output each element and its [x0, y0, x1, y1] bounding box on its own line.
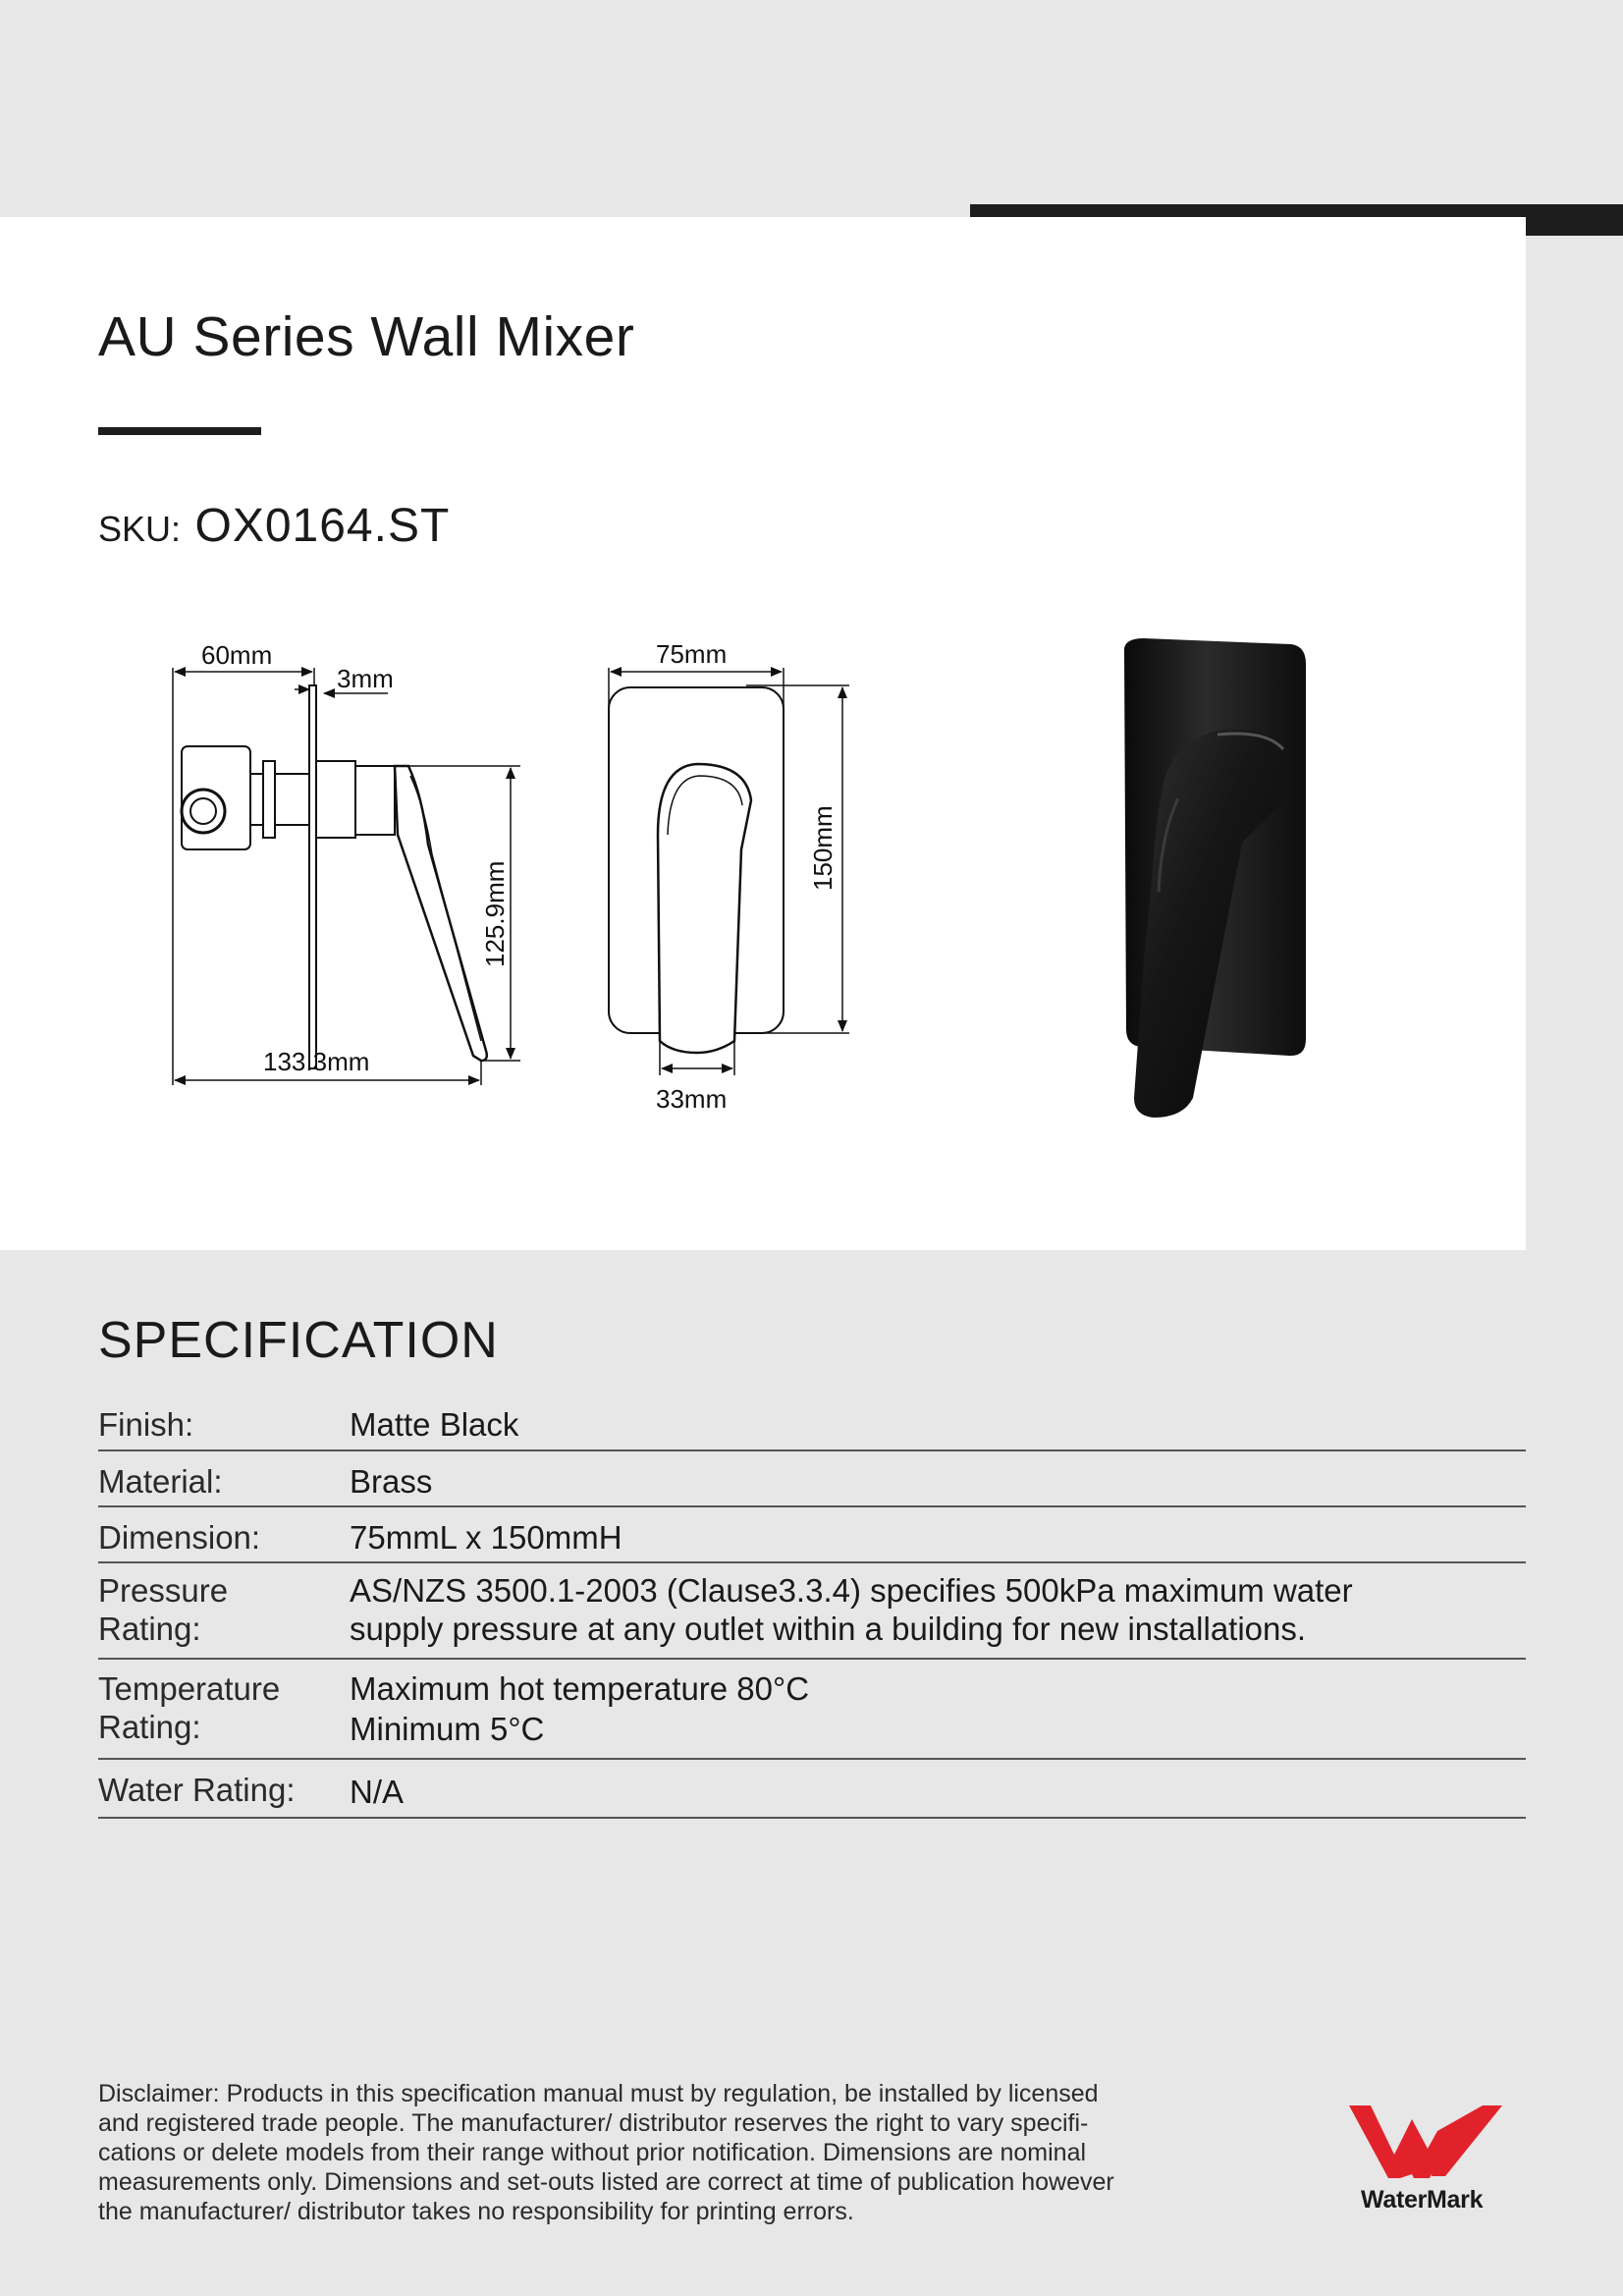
dim-125-9mm: 125.9mm: [480, 860, 510, 967]
spec-value-line2: Minimum 5°C: [350, 1711, 545, 1747]
spec-row-finish: [98, 1396, 1526, 1451]
spec-label-line2: Rating:: [98, 1611, 201, 1647]
dim-60mm: 60mm: [201, 640, 273, 670]
dim-75mm: 75mm: [656, 639, 728, 669]
spec-label: Finish:: [98, 1406, 194, 1443]
spec-row-dimension: [98, 1507, 1526, 1563]
spec-row-pressure-rating: [98, 1563, 1526, 1660]
spec-label-line2: Rating:: [98, 1709, 201, 1745]
spec-value-line1: AS/NZS 3500.1-2003 (Clause3.3.4) specifies 500kPa maximum water: [350, 1572, 1353, 1609]
spec-row-material: [98, 1451, 1526, 1507]
sku-line: [98, 499, 450, 553]
dim-3mm: 3mm: [337, 664, 394, 693]
dimension-drawing: [157, 629, 864, 1139]
spec-value-line1: Maximum hot temperature 80°C: [350, 1670, 810, 1707]
watermark-logo-text: WaterMark: [1361, 2186, 1484, 2214]
top-band: [0, 0, 1623, 217]
disclaimer-text: Disclaimer: Products in this specification manual must by regulation, be installed by licensed and registered trade people. The manufacturer/ distributor reserves the right to vary specifi- cations or delete models from their range without prior notification. Dimensions are nominal measurements only. Dimensions and set-outs listed are correct at time of publication however the manufacturer/ distributor takes no responsibility for printing errors.: [98, 2080, 1114, 2225]
product-image: [1065, 636, 1321, 1127]
sku-value: OX0164.ST: [194, 500, 451, 552]
watermark-logo-icon: [1343, 2098, 1510, 2184]
spec-value-line2: supply pressure at any outlet within a building for new installations.: [350, 1611, 1307, 1647]
spec-value: N/A: [350, 1774, 405, 1810]
spec-value: 75mmL x 150mmH: [350, 1519, 622, 1556]
spec-label-line1: Temperature: [98, 1670, 281, 1707]
spec-value: Brass: [350, 1463, 433, 1500]
side-view: [173, 668, 520, 1085]
specification-heading: SPECIFICATION: [98, 1312, 499, 1369]
sku-label: SKU:: [98, 509, 182, 549]
dim-133-3mm: 133.3mm: [263, 1047, 370, 1076]
spec-label: Material:: [98, 1463, 223, 1500]
dim-33mm: 33mm: [656, 1084, 728, 1114]
spec-row-water-rating: [98, 1760, 1526, 1819]
spec-label: Water Rating:: [98, 1772, 296, 1808]
product-title: AU Series Wall Mixer: [98, 305, 635, 368]
spec-label-line1: Pressure: [98, 1572, 229, 1609]
dim-150mm: 150mm: [808, 805, 838, 891]
title-underline: [98, 427, 261, 435]
spec-row-temperature-rating: [98, 1660, 1526, 1760]
specification-table: [98, 1396, 1526, 1819]
spec-value: Matte Black: [350, 1406, 519, 1443]
spec-label: Dimension:: [98, 1519, 261, 1556]
